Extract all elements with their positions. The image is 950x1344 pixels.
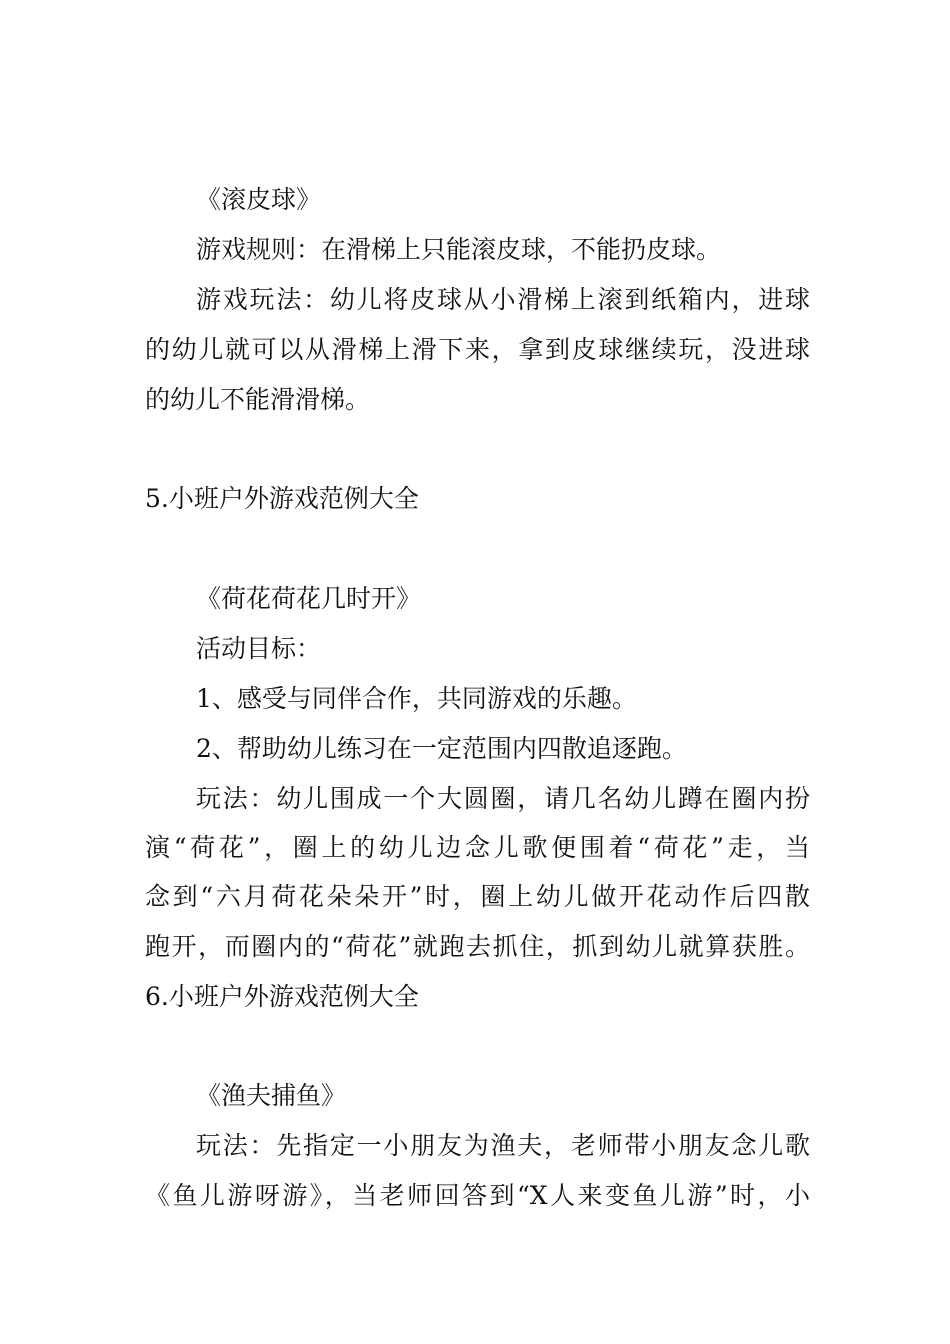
paragraph-line: 玩法：幼儿围成一个大圆圈，请几名幼儿蹲在圈内扮 <box>196 784 810 813</box>
paragraph-line: 演“荷花”，圈上的幼儿边念儿歌便围着“荷花”走，当 <box>145 833 810 862</box>
paragraph-line: 《鱼儿游呀游》，当老师回答到“X人来变鱼儿游”时，小 <box>145 1181 810 1210</box>
paragraph-line: 游戏玩法：幼儿将皮球从小滑梯上滚到纸箱内，进球 <box>196 285 810 314</box>
game-title-gun-pi-qiu: 《滚皮球》 <box>196 185 322 214</box>
section-heading-6: 6.小班户外游戏范例大全 <box>145 982 419 1011</box>
paragraph-line: 游戏规则：在滑梯上只能滚皮球，不能扔皮球。 <box>196 235 722 264</box>
section-heading-5: 5.小班户外游戏范例大全 <box>145 484 419 513</box>
paragraph-line: 跑开，而圈内的“荷花”就跑去抓住，抓到幼儿就算获胜。 <box>145 932 810 961</box>
game-title-yu-fu: 《渔夫捕鱼》 <box>196 1081 347 1110</box>
paragraph-line: 活动目标： <box>196 634 322 663</box>
list-item: 2、帮助幼儿练习在一定范围内四散追逐跑。 <box>196 734 687 763</box>
list-item: 1、感受与同伴合作，共同游戏的乐趣。 <box>196 684 637 713</box>
paragraph-line: 念到“六月荷花朵朵开”时，圈上幼儿做开花动作后四散 <box>145 882 810 911</box>
game-title-he-hua: 《荷花荷花几时开》 <box>196 584 422 613</box>
paragraph-line: 的幼儿不能滑滑梯。 <box>145 385 371 414</box>
paragraph-line: 的幼儿就可以从滑梯上滑下来，拿到皮球继续玩，没进球 <box>145 335 810 364</box>
paragraph-line: 玩法：先指定一小朋友为渔夫，老师带小朋友念儿歌 <box>196 1131 810 1160</box>
